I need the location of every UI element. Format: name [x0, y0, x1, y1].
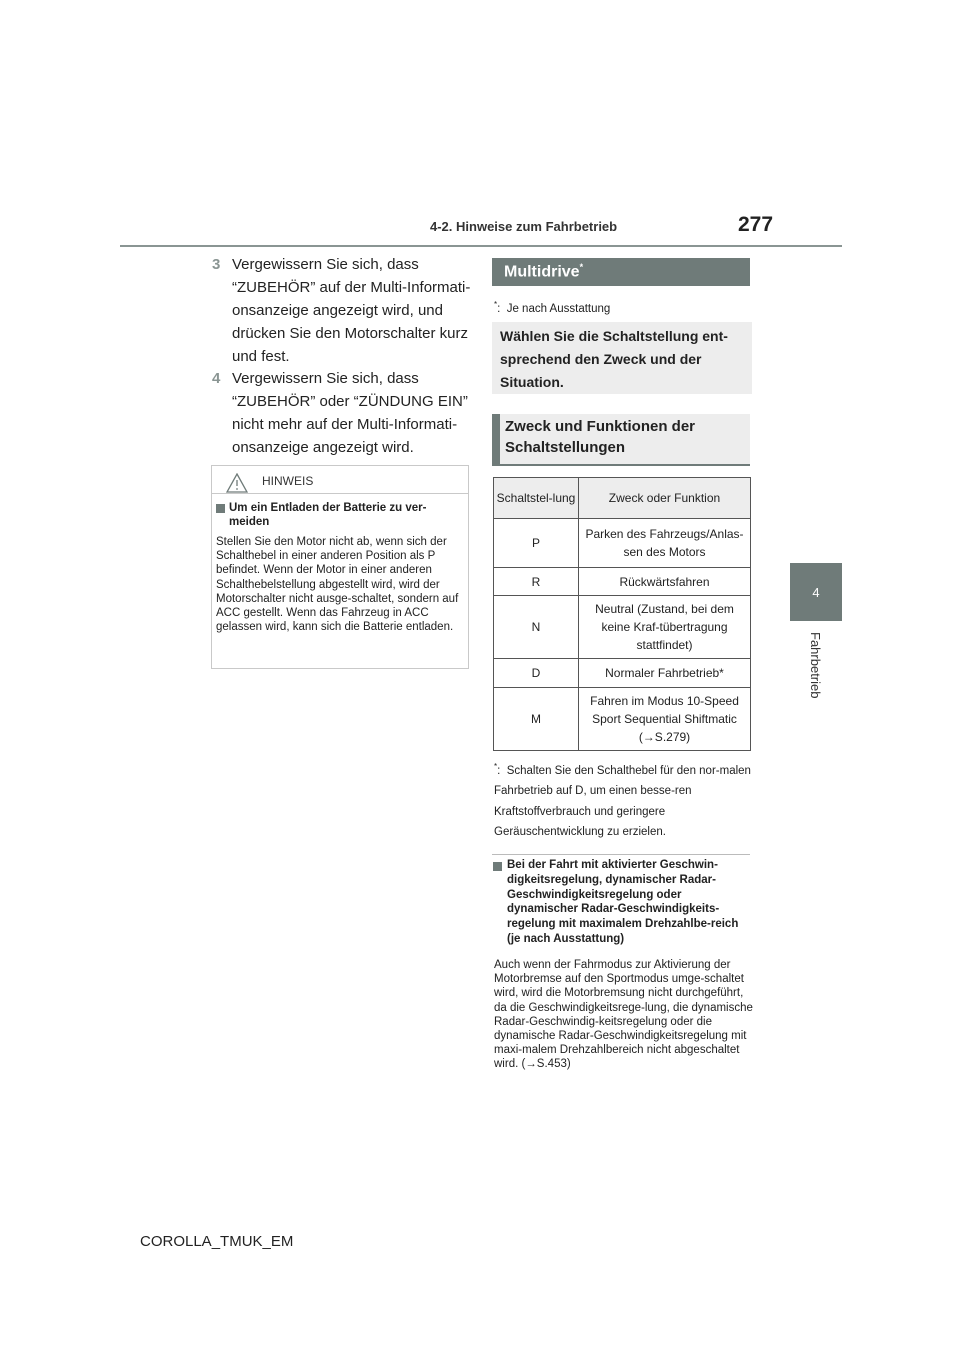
- table-cell: Neutral (Zustand, bei dem keine Kraf-tübertragung stattfindet): [579, 596, 751, 659]
- header-rule: [120, 245, 842, 247]
- step-4: [212, 367, 472, 459]
- warning-icon: [226, 473, 248, 493]
- availability-footnote: *: Je nach Ausstattung: [494, 300, 611, 315]
- table-cell: M: [494, 688, 579, 751]
- divider: [492, 854, 750, 855]
- step-text: Vergewissern Sie sich, dass “ZUBEHÖR” oder “ZÜNDUNG EIN” nicht mehr auf der Multi-Informati-onsanzeige angezeigt wird.: [232, 370, 468, 456]
- chapter-tab: 4: [790, 563, 842, 621]
- table-cell: Normaler Fahrbetrieb*: [579, 659, 751, 688]
- step-3: [212, 253, 472, 368]
- table-row: [494, 688, 751, 751]
- table-cell: Fahren im Modus 10-Speed Sport Sequential Shiftmatic (→S.279): [579, 688, 751, 751]
- table-cell: R: [494, 568, 579, 596]
- step-text: Vergewissern Sie sich, dass “ZUBEHÖR” auf der Multi-Informati-onsanzeige angezeigt wird, und drücken Sie den Motorschalter kurz und fest.: [232, 256, 471, 365]
- table-row: [494, 568, 751, 596]
- section-heading: Zweck und Funktionen der Schaltstellungen: [505, 418, 696, 456]
- shift-table: [493, 477, 751, 751]
- page-number: 277: [738, 213, 774, 236]
- section-accent: [492, 414, 500, 464]
- table-cell: D: [494, 659, 579, 688]
- step-number: 3: [212, 256, 221, 273]
- table-row: [494, 519, 751, 568]
- table-row: [494, 659, 751, 688]
- intro-text: Wählen Sie die Schaltstellung ent-sprechend den Zweck und der Situation.: [500, 328, 728, 390]
- table-footnote: *: Schalten Sie den Schalthebel für den nor-malen Fahrbetrieb auf D, um einen besse-ren Kraftstoffverbrauch und geringere Geräuschentwicklung zu erzielen.: [494, 762, 751, 839]
- table-header: Schaltstel-lung: [494, 478, 579, 519]
- table-cell: N: [494, 596, 579, 659]
- section-title: 4-2. Hinweise zum Fahrbetrieb: [430, 219, 618, 234]
- cruise-heading: Bei der Fahrt mit aktivierter Geschwin-digkeitsregelung, dynamischer Radar-Geschwindigkeitsregelung oder dynamischer Radar-Geschwindigkeits-regelung mit maximalem Drehzahlbe-reich (je nach Ausstattung): [507, 859, 739, 945]
- step-number: 4: [212, 370, 221, 387]
- table-row: [494, 596, 751, 659]
- multidrive-title: Multidrive*: [504, 262, 584, 281]
- table-header: Zweck oder Funktion: [579, 478, 751, 519]
- note-heading: Um ein Entladen der Batterie zu ver-meiden: [229, 502, 427, 528]
- table-cell: Rückwärtsfahren: [579, 568, 751, 596]
- table-cell: Parken des Fahrzeugs/Anlas-sen des Motors: [579, 519, 751, 568]
- chapter-label: Fahrbetrieb: [808, 632, 823, 699]
- note-title: HINWEIS: [262, 474, 314, 488]
- bullet-square-icon: [493, 862, 502, 871]
- cruise-body: Auch wenn der Fahrmodus zur Aktivierung der Motorbremse auf den Sportmodus umge-schaltet wird, wird die Motorbremsung nicht durchgeführt, da die Geschwindigkeitsrege-lung, die dynamische Radar-Geschwindig-keitsregelung oder die dynamische Radar-Geschwindigkeitsregelung mit maxi-malem Drehzahlbereich nicht abgeschaltet wird. (→S.453): [494, 959, 753, 1071]
- note-divider: [211, 493, 469, 494]
- note-body: Stellen Sie den Motor nicht ab, wenn sich der Schalthebel in einer anderen Position als P befindet. Wenn der Motor in einer anderen Schalthebelstellung abgestellt wird, wird der Motorschalter nicht ausge-schaltet, sondern auf ACC gestellt. Wenn das Fahrzeug in ACC gelassen wird, kann sich die Batterie entladen.: [216, 536, 459, 634]
- bullet-square-icon: [216, 504, 225, 513]
- section-rule: [492, 464, 750, 466]
- table-header-row: [494, 478, 751, 519]
- document-code: COROLLA_TMUK_EM: [140, 1233, 294, 1250]
- table-cell: P: [494, 519, 579, 568]
